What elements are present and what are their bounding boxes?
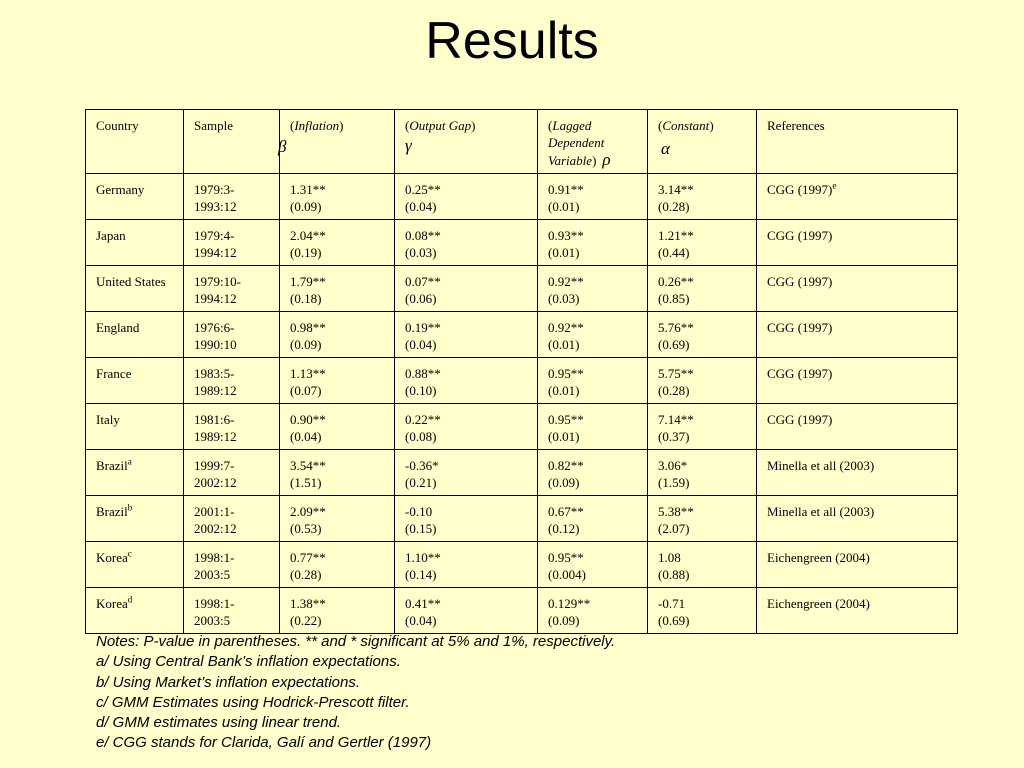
cell-lagged-se: (0.09) bbox=[548, 613, 580, 628]
cell-lagged-value: 0.93** bbox=[548, 228, 584, 243]
cell-inflation bbox=[280, 404, 395, 450]
header-constant: (Constant) α bbox=[648, 110, 757, 174]
note-line: a/ Using Central Bank’s inflation expectations. bbox=[96, 653, 401, 671]
cell-constant bbox=[648, 496, 757, 542]
sample-end: 1990:10 bbox=[194, 337, 237, 352]
header-row bbox=[86, 110, 958, 174]
cell-inflation-value: 1.38** bbox=[290, 596, 326, 611]
cell-lagged-value: 0.95** bbox=[548, 550, 584, 565]
cell-constant-se: (0.44) bbox=[658, 245, 690, 260]
reference-text: CGG (1997) bbox=[767, 412, 833, 427]
cell-inflation bbox=[280, 450, 395, 496]
table-row bbox=[86, 266, 958, 312]
cell-constant-se: (2.07) bbox=[658, 521, 690, 536]
table-row bbox=[86, 542, 958, 588]
cell-output-gap-value: 0.07** bbox=[405, 274, 441, 289]
cell-lagged bbox=[538, 174, 648, 220]
cell-sample bbox=[184, 496, 280, 542]
cell-constant-se: (0.85) bbox=[658, 291, 690, 306]
note-line: d/ GMM estimates using linear trend. bbox=[96, 714, 342, 732]
cell-lagged-se: (0.09) bbox=[548, 475, 580, 490]
cell-country bbox=[86, 450, 184, 496]
notes-block bbox=[96, 632, 615, 754]
cell-constant-value: 5.38** bbox=[658, 504, 694, 519]
cell-constant bbox=[648, 220, 757, 266]
cell-lagged bbox=[538, 496, 648, 542]
cell-inflation-se: (0.22) bbox=[290, 613, 322, 628]
cell-output-gap-value: 1.10** bbox=[405, 550, 441, 565]
sample-start: 1983:5- bbox=[194, 366, 235, 381]
header-references: References bbox=[757, 110, 958, 174]
country-name: United States bbox=[96, 274, 166, 289]
cell-inflation bbox=[280, 220, 395, 266]
table-row bbox=[86, 450, 958, 496]
cell-inflation-se: (0.18) bbox=[290, 291, 322, 306]
cell-inflation-value: 0.77** bbox=[290, 550, 326, 565]
cell-output-gap-value: 0.25** bbox=[405, 182, 441, 197]
header-lagged: (Lagged Dependent Variable) ρ bbox=[538, 110, 648, 174]
cell-lagged bbox=[538, 358, 648, 404]
cell-country bbox=[86, 312, 184, 358]
cell-constant bbox=[648, 174, 757, 220]
country-name: England bbox=[96, 320, 140, 335]
cell-output-gap bbox=[395, 220, 538, 266]
cell-reference bbox=[757, 220, 958, 266]
header-constant-label: Constant bbox=[662, 118, 710, 133]
cell-sample bbox=[184, 312, 280, 358]
sample-end: 1994:12 bbox=[194, 291, 237, 306]
cell-constant bbox=[648, 266, 757, 312]
header-country: Country bbox=[86, 110, 184, 174]
header-sample: Sample bbox=[184, 110, 280, 174]
header-lagged-line1: Lagged bbox=[552, 118, 592, 133]
cell-constant bbox=[648, 312, 757, 358]
sample-start: 1979:4- bbox=[194, 228, 235, 243]
cell-lagged bbox=[538, 404, 648, 450]
reference-text: CGG (1997) bbox=[767, 182, 833, 197]
cell-reference bbox=[757, 450, 958, 496]
cell-constant-se: (0.88) bbox=[658, 567, 690, 582]
cell-lagged bbox=[538, 266, 648, 312]
sample-end: 1989:12 bbox=[194, 429, 237, 444]
country-footnote: a bbox=[127, 456, 132, 467]
cell-output-gap bbox=[395, 496, 538, 542]
sample-end: 1993:12 bbox=[194, 199, 237, 214]
cell-inflation-se: (0.09) bbox=[290, 337, 322, 352]
cell-inflation-value: 0.98** bbox=[290, 320, 326, 335]
country-footnote: c bbox=[127, 548, 132, 559]
cell-constant bbox=[648, 588, 757, 634]
country-name: Korea bbox=[96, 550, 128, 565]
cell-lagged-se: (0.03) bbox=[548, 291, 580, 306]
sample-start: 1998:1- bbox=[194, 550, 235, 565]
country-name: Italy bbox=[96, 412, 120, 427]
cell-output-gap-se: (0.03) bbox=[405, 245, 437, 260]
cell-inflation-value: 3.54** bbox=[290, 458, 326, 473]
cell-lagged bbox=[538, 220, 648, 266]
cell-lagged-se: (0.01) bbox=[548, 337, 580, 352]
cell-lagged-se: (0.01) bbox=[548, 245, 580, 260]
cell-constant-se: (1.59) bbox=[658, 475, 690, 490]
cell-inflation-value: 1.79** bbox=[290, 274, 326, 289]
cell-lagged bbox=[538, 450, 648, 496]
table-row bbox=[86, 496, 958, 542]
cell-constant bbox=[648, 358, 757, 404]
reference-text: Eichengreen (2004) bbox=[767, 596, 870, 611]
cell-reference bbox=[757, 496, 958, 542]
sample-start: 1998:1- bbox=[194, 596, 235, 611]
cell-constant-se: (0.69) bbox=[658, 613, 690, 628]
cell-constant bbox=[648, 542, 757, 588]
sample-start: 1979:10- bbox=[194, 274, 241, 289]
cell-output-gap-value: 0.22** bbox=[405, 412, 441, 427]
cell-constant bbox=[648, 450, 757, 496]
cell-inflation-value: 1.13** bbox=[290, 366, 326, 381]
note-line: c/ GMM Estimates using Hodrick-Prescott filter. bbox=[96, 693, 410, 711]
sample-start: 1979:3- bbox=[194, 182, 235, 197]
cell-lagged-se: (0.004) bbox=[548, 567, 586, 582]
sample-start: 1981:6- bbox=[194, 412, 235, 427]
cell-sample bbox=[184, 404, 280, 450]
cell-constant-value: 5.76** bbox=[658, 320, 694, 335]
cell-country bbox=[86, 496, 184, 542]
cell-constant-value: 5.75** bbox=[658, 366, 694, 381]
cell-constant-value: 1.08 bbox=[658, 550, 681, 565]
reference-text: Eichengreen (2004) bbox=[767, 550, 870, 565]
cell-output-gap bbox=[395, 588, 538, 634]
cell-output-gap-se: (0.08) bbox=[405, 429, 437, 444]
cell-lagged-se: (0.12) bbox=[548, 521, 580, 536]
sample-end: 2002:12 bbox=[194, 521, 237, 536]
cell-reference bbox=[757, 358, 958, 404]
cell-constant-value: 7.14** bbox=[658, 412, 694, 427]
cell-constant-value: -0.71 bbox=[658, 596, 686, 611]
cell-sample bbox=[184, 220, 280, 266]
sample-end: 1994:12 bbox=[194, 245, 237, 260]
cell-country bbox=[86, 588, 184, 634]
header-inflation-label: Inflation bbox=[294, 118, 340, 133]
cell-country bbox=[86, 266, 184, 312]
slide-title: Results bbox=[425, 12, 599, 70]
cell-reference bbox=[757, 588, 958, 634]
cell-country bbox=[86, 358, 184, 404]
cell-sample bbox=[184, 266, 280, 312]
cell-country bbox=[86, 542, 184, 588]
cell-output-gap bbox=[395, 174, 538, 220]
cell-sample bbox=[184, 588, 280, 634]
reference-text: CGG (1997) bbox=[767, 274, 833, 289]
cell-constant-se: (0.28) bbox=[658, 383, 690, 398]
table-row bbox=[86, 588, 958, 634]
table-row bbox=[86, 220, 958, 266]
cell-constant-value: 3.06* bbox=[658, 458, 688, 473]
table-row bbox=[86, 174, 958, 220]
table-row bbox=[86, 404, 958, 450]
note-line: b/ Using Market’s inflation expectations. bbox=[96, 673, 361, 691]
cell-output-gap-se: (0.21) bbox=[405, 475, 437, 490]
country-footnote: b bbox=[127, 502, 133, 513]
cell-inflation-value: 0.90** bbox=[290, 412, 326, 427]
sample-end: 2003:5 bbox=[194, 613, 231, 628]
cell-lagged-se: (0.01) bbox=[548, 429, 580, 444]
cell-reference bbox=[757, 266, 958, 312]
cell-country bbox=[86, 404, 184, 450]
table-row bbox=[86, 312, 958, 358]
cell-lagged-value: 0.95** bbox=[548, 412, 584, 427]
sample-start: 2001:1- bbox=[194, 504, 235, 519]
cell-inflation bbox=[280, 266, 395, 312]
cell-lagged bbox=[538, 542, 648, 588]
cell-reference bbox=[757, 174, 958, 220]
country-name: Brazil bbox=[96, 458, 128, 473]
cell-output-gap-value: 0.41** bbox=[405, 596, 441, 611]
reference-text: CGG (1997) bbox=[767, 228, 833, 243]
cell-constant-value: 1.21** bbox=[658, 228, 694, 243]
country-name: Brazil bbox=[96, 504, 128, 519]
cell-output-gap-se: (0.06) bbox=[405, 291, 437, 306]
cell-output-gap-value: 0.19** bbox=[405, 320, 441, 335]
cell-inflation-se: (0.28) bbox=[290, 567, 322, 582]
cell-lagged-value: 0.67** bbox=[548, 504, 584, 519]
cell-output-gap bbox=[395, 450, 538, 496]
cell-output-gap bbox=[395, 404, 538, 450]
sample-end: 2002:12 bbox=[194, 475, 237, 490]
cell-country bbox=[86, 174, 184, 220]
cell-output-gap-value: -0.36* bbox=[405, 458, 439, 473]
country-footnote: d bbox=[127, 594, 133, 605]
header-lagged-line2: Dependent bbox=[548, 135, 605, 150]
cell-reference bbox=[757, 542, 958, 588]
cell-inflation-se: (0.07) bbox=[290, 383, 322, 398]
note-line: e/ CGG stands for Clarida, Galí and Gertler (1997) bbox=[96, 734, 432, 752]
cell-reference bbox=[757, 312, 958, 358]
cell-sample bbox=[184, 542, 280, 588]
cell-constant-se: (0.69) bbox=[658, 337, 690, 352]
cell-output-gap-se: (0.04) bbox=[405, 337, 437, 352]
header-output-gap-label: Output Gap bbox=[409, 118, 472, 133]
sample-start: 1999:7- bbox=[194, 458, 235, 473]
alpha-symbol: α bbox=[661, 139, 670, 158]
country-name: Korea bbox=[96, 596, 128, 611]
cell-lagged-value: 0.82** bbox=[548, 458, 584, 473]
cell-inflation bbox=[280, 174, 395, 220]
cell-output-gap bbox=[395, 358, 538, 404]
cell-output-gap-se: (0.04) bbox=[405, 613, 437, 628]
header-output-gap: (Output Gap) γ bbox=[395, 110, 538, 174]
cell-inflation-value: 2.04** bbox=[290, 228, 326, 243]
cell-inflation-se: (0.04) bbox=[290, 429, 322, 444]
cell-constant-value: 3.14** bbox=[658, 182, 694, 197]
rho-symbol: ρ bbox=[602, 150, 611, 169]
gamma-symbol: γ bbox=[405, 136, 412, 155]
country-name: France bbox=[96, 366, 132, 381]
beta-symbol: β bbox=[278, 137, 287, 156]
cell-lagged-se: (0.01) bbox=[548, 199, 580, 214]
cell-output-gap-se: (0.14) bbox=[405, 567, 437, 582]
cell-reference bbox=[757, 404, 958, 450]
table-row bbox=[86, 358, 958, 404]
cell-output-gap bbox=[395, 542, 538, 588]
cell-inflation-se: (0.19) bbox=[290, 245, 322, 260]
reference-text: CGG (1997) bbox=[767, 366, 833, 381]
cell-output-gap-se: (0.10) bbox=[405, 383, 437, 398]
cell-output-gap-se: (0.15) bbox=[405, 521, 437, 536]
cell-inflation bbox=[280, 496, 395, 542]
sample-start: 1976:6- bbox=[194, 320, 235, 335]
cell-sample bbox=[184, 358, 280, 404]
header-lagged-line3: Variable bbox=[548, 153, 593, 168]
cell-sample bbox=[184, 174, 280, 220]
cell-constant bbox=[648, 404, 757, 450]
cell-constant-se: (0.28) bbox=[658, 199, 690, 214]
cell-inflation-value: 2.09** bbox=[290, 504, 326, 519]
cell-lagged bbox=[538, 312, 648, 358]
cell-inflation bbox=[280, 588, 395, 634]
cell-lagged-value: 0.91** bbox=[548, 182, 584, 197]
reference-text: Minella et all (2003) bbox=[767, 504, 875, 519]
country-name: Japan bbox=[96, 228, 126, 243]
cell-lagged-value: 0.129** bbox=[548, 596, 591, 611]
cell-output-gap-value: 0.88** bbox=[405, 366, 441, 381]
cell-constant-value: 0.26** bbox=[658, 274, 694, 289]
results-table bbox=[85, 109, 958, 634]
cell-inflation bbox=[280, 312, 395, 358]
cell-output-gap bbox=[395, 266, 538, 312]
reference-footnote: e bbox=[832, 180, 837, 191]
cell-country bbox=[86, 220, 184, 266]
header-inflation: (Inflation) β bbox=[280, 110, 395, 174]
cell-output-gap bbox=[395, 312, 538, 358]
sample-end: 1989:12 bbox=[194, 383, 237, 398]
cell-lagged-value: 0.92** bbox=[548, 274, 584, 289]
cell-output-gap-value: 0.08** bbox=[405, 228, 441, 243]
cell-inflation-se: (1.51) bbox=[290, 475, 322, 490]
country-name: Germany bbox=[96, 182, 145, 197]
cell-lagged-value: 0.95** bbox=[548, 366, 584, 381]
cell-sample bbox=[184, 450, 280, 496]
cell-lagged-se: (0.01) bbox=[548, 383, 580, 398]
cell-output-gap-se: (0.04) bbox=[405, 199, 437, 214]
cell-inflation-se: (0.09) bbox=[290, 199, 322, 214]
cell-output-gap-value: -0.10 bbox=[405, 504, 433, 519]
note-line: Notes: P-value in parentheses. ** and * significant at 5% and 1%, respectively. bbox=[96, 633, 616, 650]
cell-lagged bbox=[538, 588, 648, 634]
cell-inflation bbox=[280, 542, 395, 588]
reference-text: CGG (1997) bbox=[767, 320, 833, 335]
cell-inflation bbox=[280, 358, 395, 404]
cell-inflation-se: (0.53) bbox=[290, 521, 322, 536]
cell-constant-se: (0.37) bbox=[658, 429, 690, 444]
cell-lagged-value: 0.92** bbox=[548, 320, 584, 335]
cell-inflation-value: 1.31** bbox=[290, 182, 326, 197]
sample-end: 2003:5 bbox=[194, 567, 231, 582]
reference-text: Minella et all (2003) bbox=[767, 458, 875, 473]
